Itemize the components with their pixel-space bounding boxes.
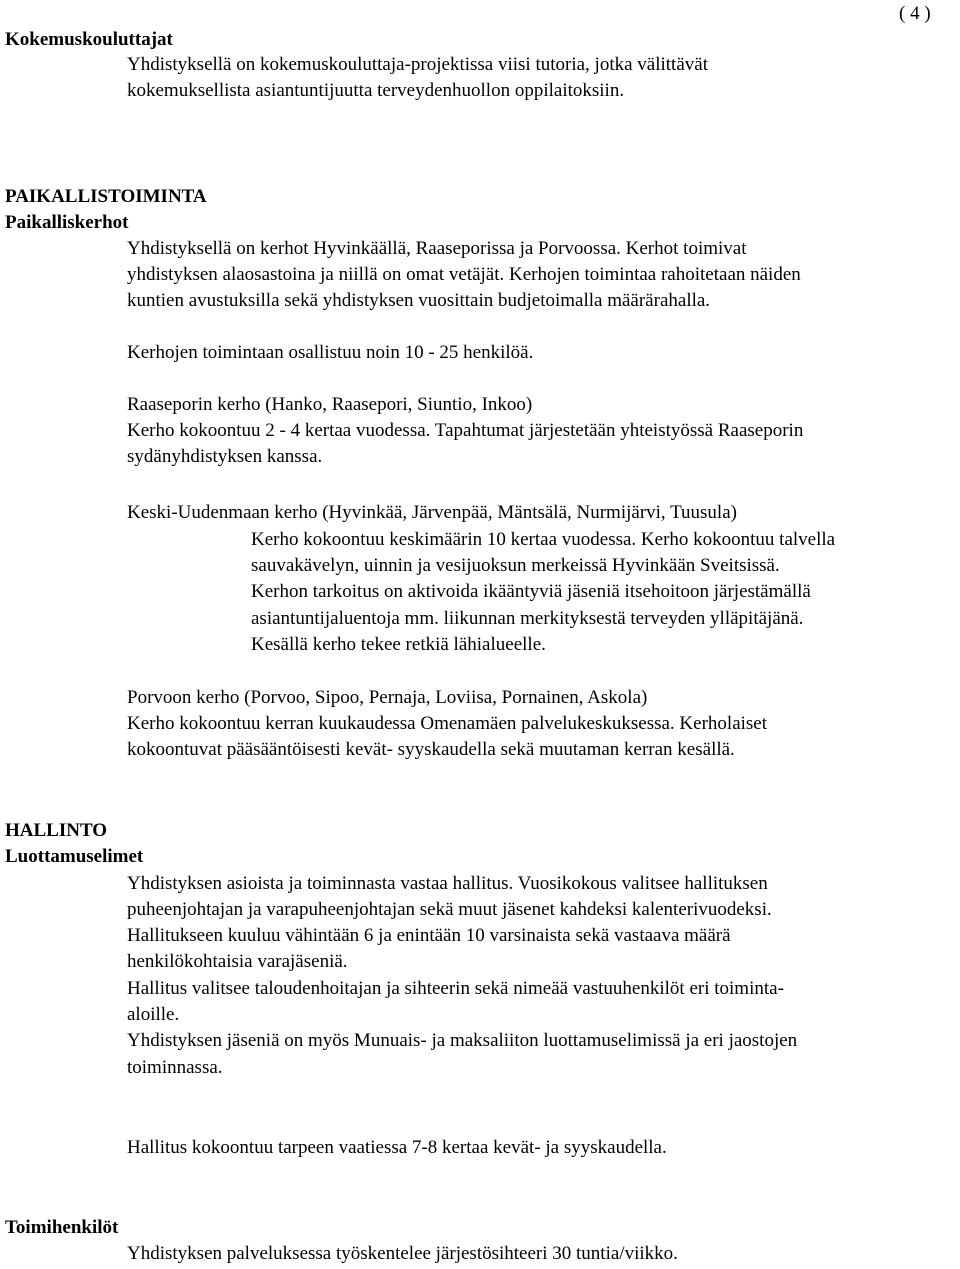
paragraph-line: Yhdistyksellä on kokemuskouluttaja-projektissa viisi tutoria, jotka välittävät	[127, 54, 708, 75]
subsection-heading: Toimihenkilöt	[5, 1217, 119, 1238]
kokemus-heading: Kokemuskouluttajat	[5, 29, 173, 50]
raasepori-title: Raaseporin kerho (Hanko, Raasepori, Siuntio, Inkoo)	[127, 394, 533, 415]
paragraph-line: sydänyhdistyksen kanssa.	[127, 446, 323, 467]
paragraph-line: aloille.	[127, 1004, 180, 1025]
paragraph-line: puheenjohtajan ja varapuheenjohtajan sekä muut jäsenet kahdeksi kalenterivuodeksi.	[127, 899, 772, 920]
subsection-heading: Paikalliskerhot	[5, 212, 129, 233]
paragraph-line: Kerhojen toimintaan osallistuu noin 10 - 25 henkilöä.	[127, 342, 534, 363]
paragraph-line: asiantuntijaluentoja mm. liikunnan merkityksestä terveyden ylläpitäjänä.	[251, 608, 804, 629]
paragraph-line: Hallitus valitsee taloudenhoitajan ja sihteerin sekä nimeää vastuuhenkilöt eri toiminta-	[127, 978, 784, 999]
paragraph-line: yhdistyksen alaosastoina ja niillä on omat vetäjät. Kerhojen toimintaa rahoitetaan näiden	[127, 264, 801, 285]
paragraph-line: kuntien avustuksilla sekä yhdistyksen vuosittain budjetoimalla määrärahalla.	[127, 290, 711, 311]
paragraph-line: kokoontuvat pääsääntöisesti kevät- syyskaudella sekä muutaman kerran kesällä.	[127, 739, 735, 760]
paragraph-line: toiminnassa.	[127, 1057, 223, 1078]
paragraph-line: Kerhon tarkoitus on aktivoida ikääntyviä jäseniä itsehoitoon järjestämällä	[251, 581, 811, 602]
keski-uusimaa-title: Keski-Uudenmaan kerho (Hyvinkää, Järvenpää, Mäntsälä, Nurmijärvi, Tuusula)	[127, 502, 737, 523]
paragraph-line: Hallitus kokoontuu tarpeen vaatiessa 7-8 kertaa kevät- ja syyskaudella.	[127, 1137, 667, 1158]
paragraph-line: sauvakävelyn, uinnin ja vesijuoksun merkeissä Hyvinkään Sveitsissä.	[251, 555, 780, 576]
paragraph-line: kokemuksellista asiantuntijuutta terveydenhuollon oppilaitoksiin.	[127, 80, 625, 101]
paragraph-line: Kerho kokoontuu kerran kuukaudessa Omenamäen palvelukeskuksessa. Kerholaiset	[127, 713, 768, 734]
paragraph-line: Kerho kokoontuu keskimäärin 10 kertaa vuodessa. Kerho kokoontuu talvella	[251, 529, 836, 550]
paragraph-line: Kerho kokoontuu 2 - 4 kertaa vuodessa. Tapahtumat järjestetään yhteistyössä Raaseporin	[127, 420, 804, 441]
paragraph-line: Kesällä kerho tekee retkiä lähialueelle.	[251, 634, 546, 655]
paragraph-line: Yhdistyksen asioista ja toiminnasta vastaa hallitus. Vuosikokous valitsee hallituksen	[127, 873, 768, 894]
porvoo-title: Porvoon kerho (Porvoo, Sipoo, Pernaja, Loviisa, Pornainen, Askola)	[127, 687, 648, 708]
page-number: ( 4 )	[899, 3, 931, 24]
paragraph-line: Yhdistyksen palveluksessa työskentelee järjestösihteeri 30 tuntia/viikko.	[127, 1243, 678, 1264]
paragraph-line: Yhdistyksen jäseniä on myös Munuais- ja maksaliiton luottamuselimissä ja eri jaostojen	[127, 1030, 798, 1051]
paragraph-line: Hallitukseen kuuluu vähintään 6 ja enintään 10 varsinaista sekä vastaava määrä	[127, 925, 731, 946]
paragraph-line: henkilökohtaisia varajäseniä.	[127, 951, 348, 972]
section-title: PAIKALLISTOIMINTA	[5, 186, 207, 207]
section-title: HALLINTO	[5, 820, 108, 841]
subsection-heading: Luottamuselimet	[5, 846, 144, 867]
paragraph-line: Yhdistyksellä on kerhot Hyvinkäällä, Raaseporissa ja Porvoossa. Kerhot toimivat	[127, 238, 747, 259]
